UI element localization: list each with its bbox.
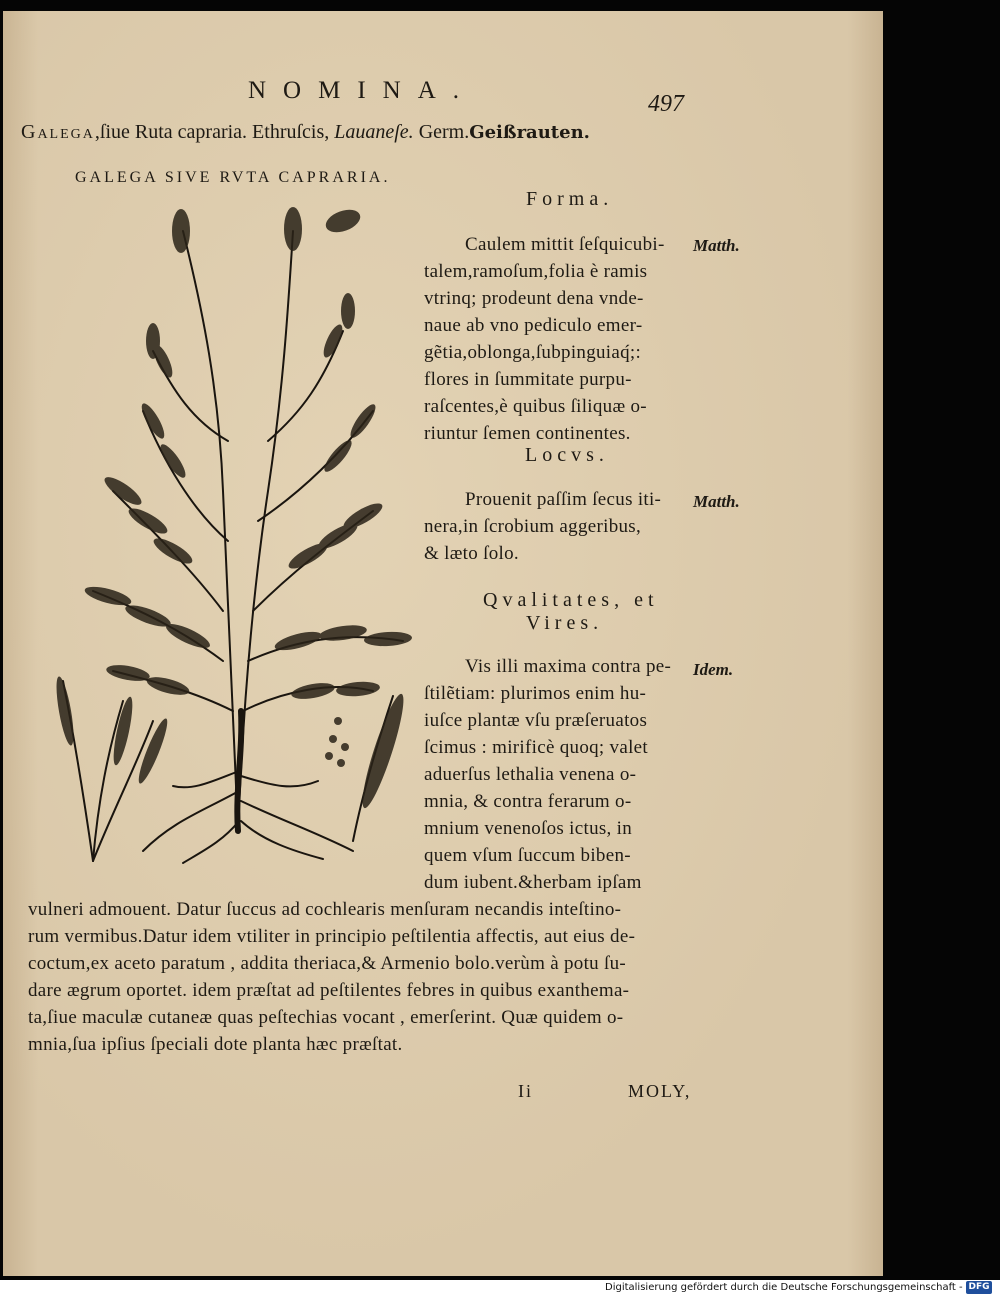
running-head: NOMINA. bbox=[248, 77, 477, 104]
german-name: Geißrauten. bbox=[469, 122, 590, 143]
plate-title: GALEGA SIVE RVTA CAPRARIA. bbox=[75, 169, 391, 186]
digitization-credit: Digitalisierung gefördert durch die Deutsche Forschungsgemeinschaft - bbox=[605, 1282, 963, 1293]
italian-name: Lauaneſe. bbox=[334, 121, 414, 143]
nomina-line bbox=[21, 121, 590, 144]
body-line: mnia,ſua ipſius ſpeciali dote planta hæc præſtat. bbox=[28, 1034, 403, 1055]
margin-note-matth: Matth. bbox=[693, 236, 740, 255]
forma-line: raſcentes,è quibus ſiliquæ o- bbox=[424, 396, 647, 417]
forma-line: flores in ſummitate purpu- bbox=[424, 369, 632, 390]
qualitates-line: iuſce plantæ vſu præſeruatos bbox=[424, 710, 648, 731]
section-heading-qualitates: Qvalitates, et bbox=[483, 589, 659, 611]
qualitates-line: mnia, & contra ferarum o- bbox=[424, 791, 632, 812]
plant-name: Galega bbox=[21, 121, 95, 143]
qualitates-line: ſtilẽtiam: plurimos enim hu- bbox=[424, 683, 647, 704]
section-heading-vires: Vires. bbox=[526, 612, 604, 634]
forma-line: riuntur ſemen continentes. bbox=[424, 423, 631, 444]
forma-line: vtrinq; prodeunt dena vnde- bbox=[424, 288, 644, 309]
forma-line: naue ab vno pediculo emer- bbox=[424, 315, 643, 336]
locus-line: & læto ſolo. bbox=[424, 543, 519, 564]
signature-mark: Ii bbox=[518, 1081, 533, 1101]
forma-line: Caulem mittit ſeſquicubi- bbox=[465, 234, 665, 255]
locus-line: nera,in ſcrobium aggeribus, bbox=[424, 516, 642, 537]
body-line: vulneri admouent. Datur ſuccus ad cochlearis menſuram necandis inteſtino- bbox=[28, 899, 622, 920]
catchword: MOLY, bbox=[628, 1081, 692, 1101]
german-abbrev: Germ. bbox=[418, 121, 470, 143]
qualitates-line: dum iubent.&herbam ipſam bbox=[424, 872, 642, 893]
synonyms: ,ſiue Ruta capraria. Ethruſcis, bbox=[94, 121, 330, 143]
qualitates-line: Vis illi maxima contra pe- bbox=[465, 656, 672, 677]
qualitates-line: aduerſus lethalia venena o- bbox=[424, 764, 637, 785]
section-heading-forma: Forma. bbox=[526, 188, 614, 210]
qualitates-line: mnium venenoſos ictus, in bbox=[424, 818, 633, 839]
galega-woodcut-illustration bbox=[53, 191, 433, 866]
dfg-logo: DFG bbox=[966, 1281, 992, 1294]
margin-note-idem: Idem. bbox=[693, 660, 734, 679]
forma-line: talem,ramoſum,folia è ramis bbox=[424, 261, 648, 282]
body-line: coctum,ex aceto paratum , addita theriaca,& Armenio bolo.verùm à potu ſu- bbox=[28, 953, 627, 974]
body-line: ta,ſiue maculæ cutaneæ quas peſtechias vocant , emerſerint. Quæ quidem o- bbox=[28, 1007, 624, 1028]
section-heading-locus: Locvs. bbox=[525, 444, 609, 466]
book-page bbox=[3, 11, 883, 1276]
locus-line: Prouenit paſſim ſecus iti- bbox=[465, 489, 662, 510]
margin-note-matth: Matth. bbox=[693, 492, 740, 511]
page-number: 497 bbox=[648, 91, 684, 117]
forma-line: gẽtia,oblonga,ſubpinguiaq́;: bbox=[424, 342, 642, 363]
body-line: rum vermibus.Datur idem vtiliter in principio peſtilentia affectis, aut eius de- bbox=[28, 926, 636, 947]
body-line: dare ægrum oportet. idem præſtat ad peſtilentes febres in quibus exanthema- bbox=[28, 980, 630, 1001]
qualitates-line: ſcimus : mirificè quoq; valet bbox=[424, 737, 648, 758]
qualitates-line: quem vſum ſuccum biben- bbox=[424, 845, 631, 866]
